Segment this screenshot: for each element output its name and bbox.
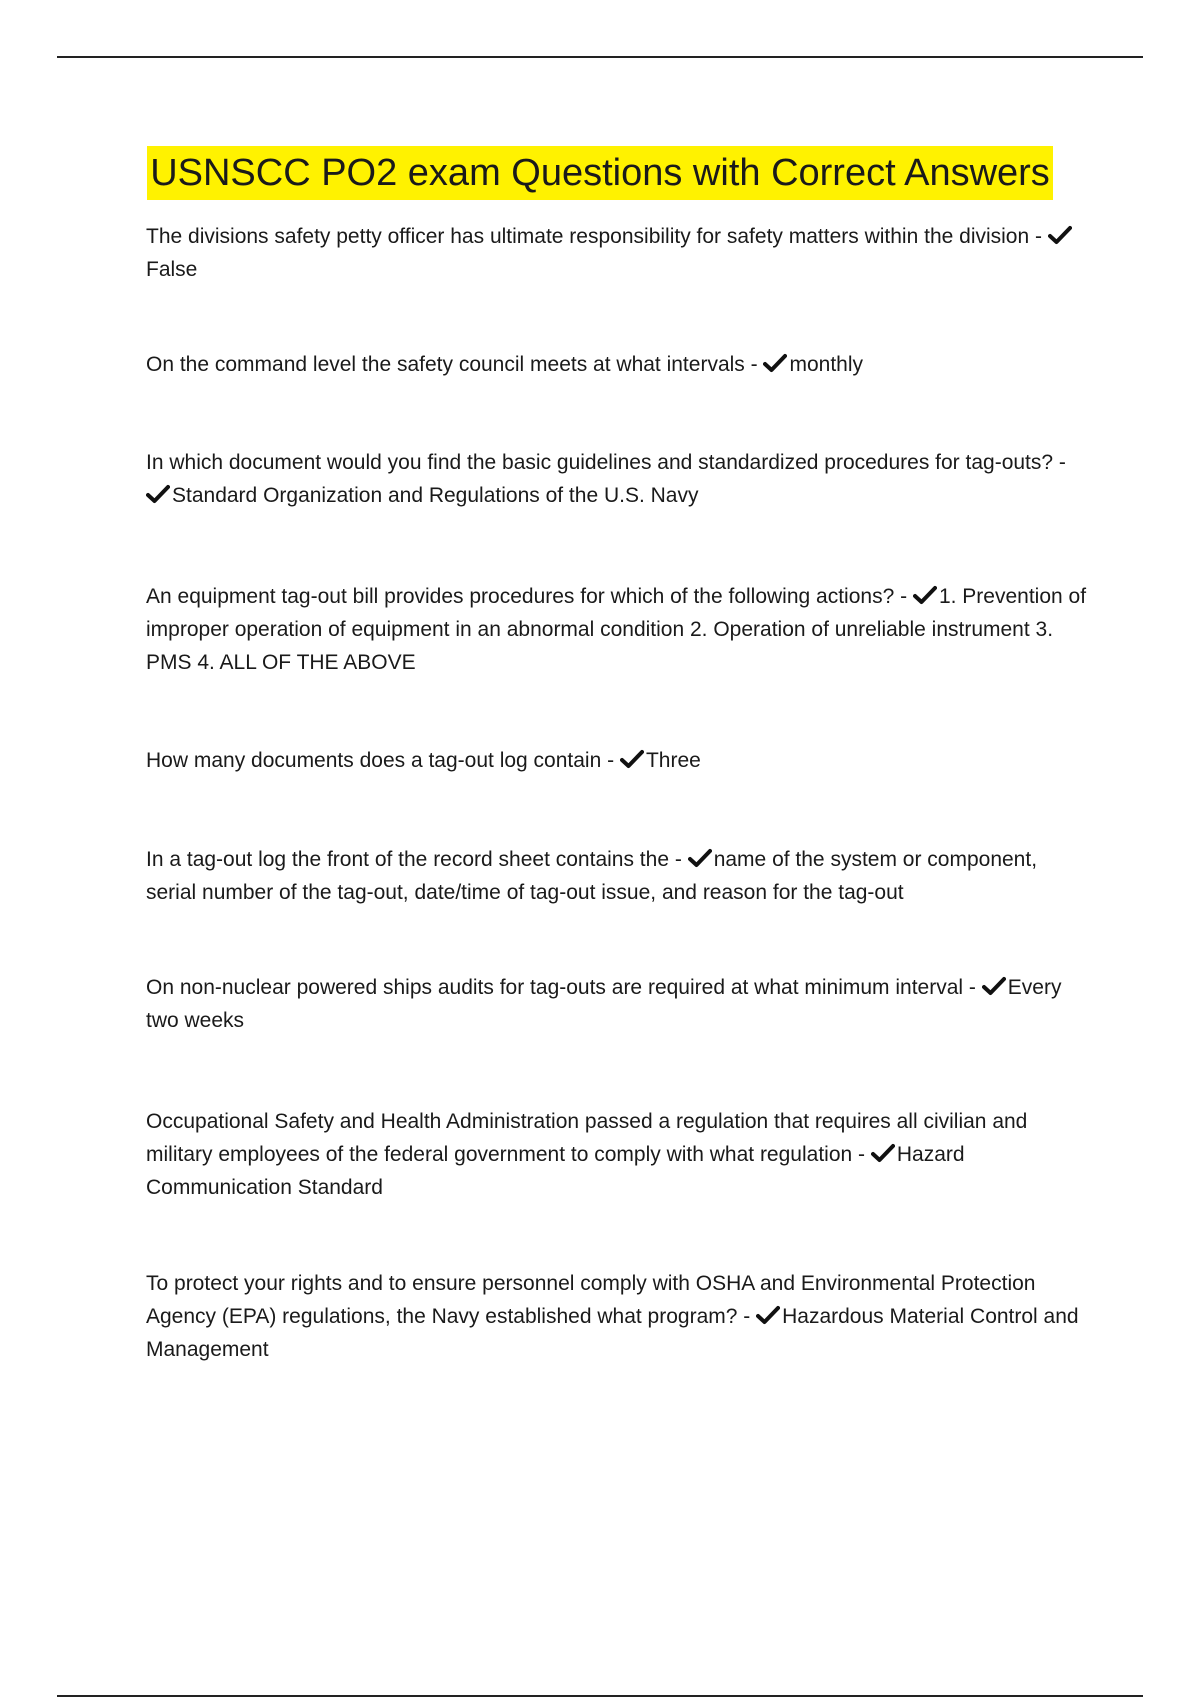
separator: - bbox=[900, 585, 908, 608]
qa-item bbox=[146, 1105, 1092, 1204]
question-text: Occupational Safety and Health Administration passed a regulation that requires all civilian and military employees of the federal government to comply with what regulation bbox=[146, 1110, 1028, 1166]
check-mark-icon bbox=[871, 1143, 895, 1163]
qa-item bbox=[146, 744, 1092, 777]
bottom-rule bbox=[57, 1695, 1143, 1697]
check-mark-icon bbox=[982, 976, 1006, 996]
separator: - bbox=[1058, 451, 1066, 474]
question-text: On the command level the safety council meets at what intervals bbox=[146, 353, 745, 376]
answer-text: False bbox=[146, 258, 198, 281]
qa-item bbox=[146, 580, 1092, 679]
qa-item bbox=[146, 220, 1092, 286]
answer-text: Three bbox=[645, 749, 701, 772]
qa-item bbox=[146, 446, 1092, 512]
page-title: USNSCC PO2 exam Questions with Correct Answers bbox=[147, 146, 1053, 200]
check-mark-icon bbox=[688, 848, 712, 868]
separator: - bbox=[674, 848, 682, 871]
question-text: An equipment tag-out bill provides procedures for which of the following actions? bbox=[146, 585, 895, 608]
qa-item bbox=[146, 971, 1092, 1037]
question-text: In a tag-out log the front of the record sheet contains the bbox=[146, 848, 670, 871]
answer-text: monthly bbox=[789, 353, 864, 376]
answer-text: Hazard Communication Standard bbox=[146, 1143, 965, 1199]
question-text: How many documents does a tag-out log contain bbox=[146, 749, 602, 772]
separator: - bbox=[858, 1143, 866, 1166]
separator: - bbox=[750, 353, 758, 376]
question-text: The divisions safety petty officer has ultimate responsibility for safety matters within the division bbox=[146, 225, 1030, 248]
answer-text: Standard Organization and Regulations of the U.S. Navy bbox=[172, 484, 699, 507]
qa-item bbox=[146, 843, 1092, 909]
title-container bbox=[0, 146, 1200, 200]
check-mark-icon bbox=[913, 585, 937, 605]
answer-text: 1. Prevention of improper operation of equipment in an abnormal condition 2. Operation of unreliable instrument 3. PMS 4. ALL OF THE ABOVE bbox=[146, 585, 1087, 674]
question-text: In which document would you find the basic guidelines and standardized procedures for tag-outs? bbox=[146, 451, 1054, 474]
check-mark-icon bbox=[620, 749, 644, 769]
answer-text: Every two weeks bbox=[146, 976, 1062, 1032]
qa-item bbox=[146, 348, 1092, 381]
answer-text: name of the system or component, serial number of the tag-out, date/time of tag-out issue, and reason for the tag-out bbox=[146, 848, 1038, 904]
top-rule bbox=[57, 56, 1143, 58]
question-text: To protect your rights and to ensure personnel comply with OSHA and Environmental Protection Agency (EPA) regulations, the Navy established what program? bbox=[146, 1272, 1036, 1328]
separator: - bbox=[743, 1305, 751, 1328]
check-mark-icon bbox=[763, 353, 787, 373]
separator: - bbox=[1035, 225, 1043, 248]
check-mark-icon bbox=[756, 1305, 780, 1325]
check-mark-icon bbox=[1048, 225, 1072, 245]
qa-item bbox=[146, 1267, 1092, 1366]
question-text: On non-nuclear powered ships audits for tag-outs are required at what minimum interval bbox=[146, 976, 964, 999]
check-mark-icon bbox=[146, 484, 170, 504]
answer-text: Hazardous Material Control and Management bbox=[146, 1305, 1079, 1361]
separator: - bbox=[968, 976, 976, 999]
separator: - bbox=[607, 749, 615, 772]
